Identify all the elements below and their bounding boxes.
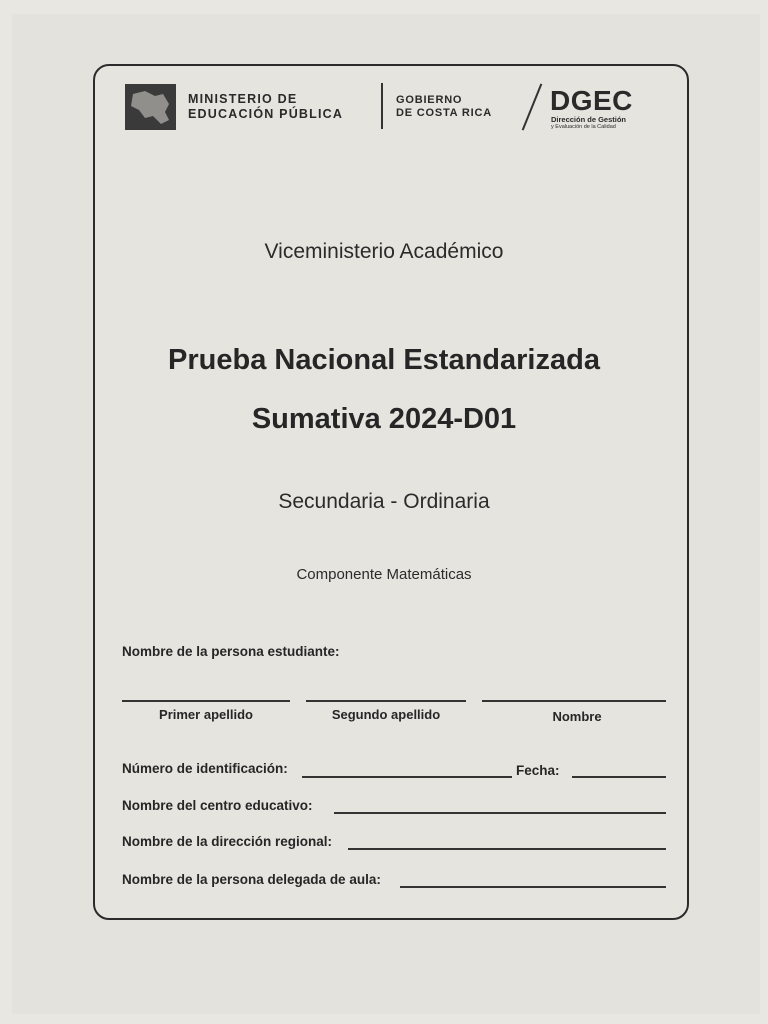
ministry-name — [188, 92, 343, 122]
ministry-line-1: MINISTERIO DE — [188, 92, 298, 106]
exam-title-line-1: Prueba Nacional Estandarizada — [168, 344, 600, 376]
region-line[interactable] — [348, 848, 666, 850]
date-label: Fecha: — [516, 763, 560, 778]
education-level: Secundaria - Ordinaria — [278, 490, 490, 513]
exam-title-line-2: Sumativa 2024-D01 — [251, 403, 517, 435]
dgec-logo: DGEC — [550, 85, 633, 116]
region-label: Nombre de la dirección regional: — [122, 834, 333, 849]
gov-line-1: GOBIERNO — [396, 94, 463, 106]
second-surname-line[interactable] — [306, 700, 466, 702]
given-name-label: Nombre — [552, 709, 602, 724]
exam-component: Componente Matemáticas — [296, 566, 472, 583]
first-surname-label: Primer apellido — [159, 707, 253, 722]
date-line[interactable] — [572, 776, 666, 778]
dgec-subtitle-2: y Evaluación de la Calidad — [551, 124, 616, 130]
school-line[interactable] — [334, 812, 666, 814]
government-name — [396, 94, 492, 120]
dgec-subtitle-1: Dirección de Gestión — [551, 115, 627, 124]
delegate-label: Nombre de la persona delegada de aula: — [122, 872, 381, 887]
second-surname-label: Segundo apellido — [331, 707, 441, 722]
ministry-line-2: EDUCACIÓN PÚBLICA — [188, 107, 344, 121]
first-surname-line[interactable] — [122, 700, 290, 702]
vice-ministry-title: Viceministerio Académico — [264, 240, 504, 263]
gov-line-2: DE COSTA RICA — [396, 107, 492, 119]
header-divider — [381, 83, 383, 129]
id-number-label: Número de identificación: — [122, 761, 288, 776]
name-line[interactable] — [482, 700, 666, 702]
delegate-line[interactable] — [400, 886, 666, 888]
school-label: Nombre del centro educativo: — [122, 798, 313, 813]
costa-rica-map-logo-icon — [125, 84, 176, 130]
id-number-line[interactable] — [302, 776, 512, 778]
student-name-label: Nombre de la persona estudiante: — [122, 644, 340, 659]
